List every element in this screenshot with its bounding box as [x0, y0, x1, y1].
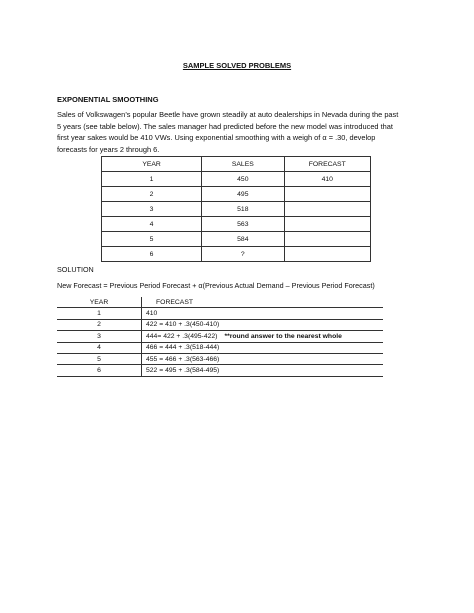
table-row: [57, 319, 383, 330]
page-title: SAMPLE SOLVED PROBLEMS: [182, 61, 292, 70]
table-cell: [284, 187, 371, 202]
table-cell: 495: [202, 187, 284, 202]
column-header-year: YEAR: [57, 297, 142, 308]
forecast-formula: 444= 422 + .3(495-422): [146, 332, 218, 340]
table-cell: ?: [202, 247, 284, 262]
paragraph-line: Sales of Volkswagen’s popular Beetle have grown steadily at auto dealerships in Nevada during the past: [57, 110, 399, 119]
table-cell: 563: [202, 217, 284, 232]
table-cell: 518: [202, 202, 284, 217]
table-cell: [284, 247, 371, 262]
paragraph-line: 5 years (see table below). The sales manager had predicted before the new model was introduced that: [57, 121, 393, 131]
column-header-year: YEAR: [102, 157, 202, 172]
table-row: [57, 342, 383, 353]
table-cell-year: 1: [57, 308, 142, 319]
table-row: [102, 217, 371, 232]
solution-table: [57, 297, 383, 377]
table-cell: [284, 202, 371, 217]
column-header-forecast: FORECAST: [142, 297, 384, 308]
table-cell-forecast: 455 = 466 + .3(563-466): [142, 353, 384, 364]
table-cell: 4: [102, 217, 202, 232]
paragraph-line: forecasts for years 2 through 6.: [57, 144, 160, 154]
problem-paragraph: [57, 109, 414, 155]
table-cell-forecast: 466 = 444 + .3(518-444): [142, 342, 384, 353]
table-row: [102, 247, 371, 262]
table-cell-forecast: 422 = 410 + .3(450-410): [142, 319, 384, 330]
table-row: [57, 331, 383, 342]
table-cell-year: 5: [57, 353, 142, 364]
table-cell: 1: [102, 172, 202, 187]
table-row: [57, 365, 383, 376]
paragraph-line: first year sakes would be 410 VWs. Using exponential smoothing with a weigh of α = .30, develop: [57, 133, 376, 142]
table-header-row: [57, 297, 383, 308]
table-header-row: [102, 157, 371, 172]
rounding-note: **round answer to the nearest whole: [224, 332, 342, 340]
table-cell-year: 6: [57, 365, 142, 376]
table-row: [57, 308, 383, 319]
table-cell: [284, 217, 371, 232]
table-row: [102, 202, 371, 217]
table-cell: 5: [102, 232, 202, 247]
sales-table: [101, 156, 371, 262]
table-cell: 2: [102, 187, 202, 202]
column-header-sales: SALES: [202, 157, 284, 172]
table-row: [102, 232, 371, 247]
table-cell-forecast: [142, 331, 384, 342]
table-cell-year: 2: [57, 319, 142, 330]
table-cell: 450: [202, 172, 284, 187]
table-cell: 6: [102, 247, 202, 262]
table-cell-forecast: 522 = 495 + .3(584-495): [142, 365, 384, 376]
table-row: [57, 353, 383, 364]
formula-text: New Forecast = Previous Period Forecast + α(Previous Actual Demand – Previous Period Forecast): [57, 281, 375, 290]
section-heading: EXPONENTIAL SMOOTHING: [57, 95, 159, 104]
table-cell: 584: [202, 232, 284, 247]
table-cell-forecast: 410: [142, 308, 384, 319]
table-cell-year: 3: [57, 331, 142, 342]
table-cell-year: 4: [57, 342, 142, 353]
solution-label: SOLUTION: [57, 265, 94, 274]
table-row: [102, 172, 371, 187]
column-header-forecast: FORECAST: [284, 157, 371, 172]
table-cell: 3: [102, 202, 202, 217]
table-row: [102, 187, 371, 202]
table-cell: 410: [284, 172, 371, 187]
table-cell: [284, 232, 371, 247]
